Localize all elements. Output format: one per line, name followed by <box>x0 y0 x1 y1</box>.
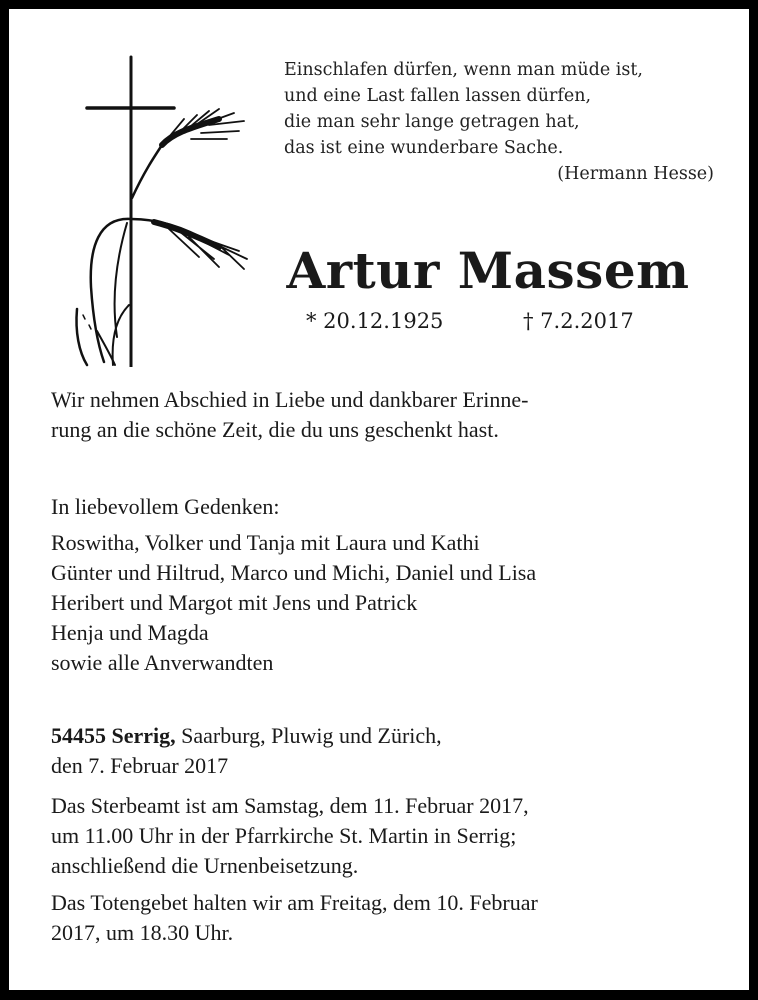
prayer-info <box>51 888 711 948</box>
cross-with-wheat-icon <box>69 47 254 367</box>
notice-date: den 7. Februar 2017 <box>51 753 229 778</box>
birth-date: * 20.12.1925 <box>306 309 444 333</box>
farewell-line: rung an die schöne Zeit, die du uns geschenkt hast. <box>51 417 499 442</box>
mourners-heading: In liebevollem Gedenken: <box>51 494 280 519</box>
quote-line: Einschlafen dürfen, wenn man müde ist, <box>284 60 643 80</box>
prayer-line: 2017, um 18.30 Uhr. <box>51 920 234 945</box>
prayer-line: Das Totengebet halten wir am Freitag, dem 10. Februar <box>51 890 538 915</box>
service-line: anschließend die Urnenbeisetzung. <box>51 853 359 878</box>
place-rest: Saarburg, Pluwig und Zürich, <box>175 723 442 748</box>
obituary-notice <box>9 9 749 990</box>
quote-line: das ist eine wunderbare Sache. <box>284 138 564 158</box>
quote-line: die man sehr lange getragen hat, <box>284 112 580 132</box>
service-line: Das Sterbeamt ist am Samstag, dem 11. Februar 2017, <box>51 793 529 818</box>
mourner-line: Henja und Magda <box>51 620 209 645</box>
quote-author: (Hermann Hesse) <box>557 164 714 184</box>
place-and-date <box>51 721 711 781</box>
mourner-line: Günter und Hiltrud, Marco und Michi, Daniel und Lisa <box>51 560 537 585</box>
mourner-line: Heribert und Margot mit Jens und Patrick <box>51 590 418 615</box>
funeral-service-info <box>51 791 711 881</box>
mourner-line: sowie alle Anverwandten <box>51 650 274 675</box>
quote-line: und eine Last fallen lassen dürfen, <box>284 86 592 106</box>
place-line <box>51 721 711 751</box>
place-bold: 54455 Serrig, <box>51 723 176 748</box>
farewell-line: Wir nehmen Abschied in Liebe und dankbarer Erinne- <box>51 387 529 412</box>
mourner-line: Roswitha, Volker und Tanja mit Laura und Kathi <box>51 530 480 555</box>
hesse-quote <box>284 57 714 187</box>
service-line: um 11.00 Uhr in der Pfarrkirche St. Martin in Serrig; <box>51 823 517 848</box>
mourners-section <box>51 492 711 678</box>
death-date: † 7.2.2017 <box>523 309 634 333</box>
farewell-text <box>51 385 711 445</box>
deceased-name: Artur Massem <box>286 241 690 300</box>
